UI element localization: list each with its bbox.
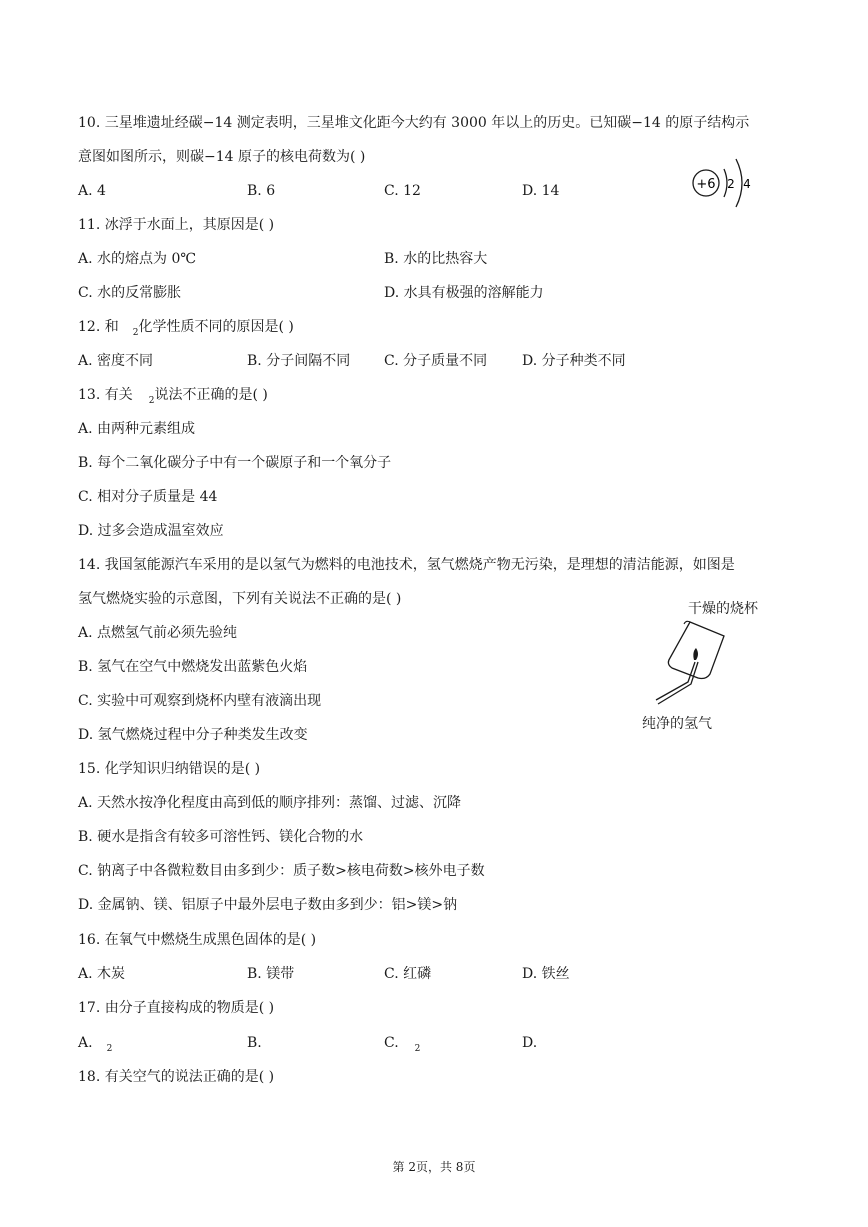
- shell2-electrons: 4: [743, 177, 751, 191]
- q13-option-c: C. 相对分子质量是 44: [78, 489, 218, 505]
- q14-option-a: A. 点燃氢气前必须先验纯: [78, 625, 238, 641]
- q10-option-a: A. 4: [78, 183, 106, 199]
- q13-option-a: A. 由两种元素组成: [78, 421, 196, 437]
- q16-option-c: C. 红磷: [384, 966, 432, 982]
- q12-stem-part1: 12. 和: [78, 319, 119, 335]
- q14-option-c: C. 实验中可观察到烧杯内壁有液滴出现: [78, 693, 322, 709]
- q11-option-d: D. 水具有极强的溶解能力: [384, 285, 544, 301]
- q12-option-b: B. 分子间隔不同: [247, 353, 351, 369]
- q17-option-c-label: C.: [384, 1035, 399, 1051]
- q11-stem: 11. 冰浮于水面上，其原因是( ): [78, 217, 275, 233]
- q12-option-d: D. 分子种类不同: [522, 353, 626, 369]
- q12-stem-part2: 化学性质不同的原因是( ): [138, 319, 294, 335]
- q15-option-a: A. 天然水按净化程度由高到低的顺序排列：蒸馏、过滤、沉降: [78, 795, 462, 811]
- q12-stem: [78, 317, 294, 343]
- q17-option-c-subscript: 2: [414, 1044, 421, 1054]
- q15-stem: 15. 化学知识归纳错误的是( ): [78, 761, 261, 777]
- q17-option-a-subscript: 2: [106, 1044, 113, 1054]
- beaker-label: 干燥的烧杯: [688, 601, 758, 617]
- q11-option-b: B. 水的比热容大: [384, 251, 488, 267]
- shell1-electrons: 2: [727, 177, 735, 191]
- q18-stem: 18. 有关空气的说法正确的是( ): [78, 1069, 275, 1085]
- q17-option-c: [384, 1033, 420, 1059]
- q15-option-b: B. 硬水是指含有较多可溶性钙、镁化合物的水: [78, 829, 364, 845]
- q14-stem-line1: 14. 我国氢能源汽车采用的是以氢气为燃料的电池技术，氢气燃烧产物无污染，是理想的清洁能源，如图是: [78, 557, 735, 573]
- q13-option-d: D. 过多会造成温室效应: [78, 523, 224, 539]
- carbon-atom-diagram: [686, 145, 758, 223]
- q12-subscript: 2: [132, 328, 139, 338]
- q10-option-b: B. 6: [247, 183, 276, 199]
- q15-option-d: D. 金属钠、镁、铝原子中最外层电子数由多到少：铝>镁>钠: [78, 897, 458, 913]
- q10-option-c: C. 12: [384, 183, 421, 199]
- q17-option-b: B.: [247, 1035, 262, 1051]
- q13-stem: [78, 385, 268, 411]
- q13-subscript: 2: [148, 396, 155, 406]
- q14-option-b: B. 氢气在空气中燃烧发出蓝紫色火焰: [78, 659, 308, 675]
- q17-option-a-label: A.: [78, 1035, 93, 1051]
- q15-option-c: C. 钠离子中各微粒数目由多到少：质子数>核电荷数>核外电子数: [78, 863, 485, 879]
- page-footer: 第 2页，共 8页: [392, 1160, 476, 1174]
- hydrogen-combustion-diagram: [648, 616, 738, 708]
- q10-option-d: D. 14: [522, 183, 560, 199]
- q10-stem-line2: 意图如图所示，则碳−14 原子的核电荷数为( ): [78, 149, 366, 165]
- q16-option-a: A. 木炭: [78, 966, 126, 982]
- q17-stem: 17. 由分子直接构成的物质是( ): [78, 1000, 275, 1016]
- hydrogen-label: 纯净的氢气: [642, 716, 712, 732]
- nucleus-charge: +6: [696, 177, 716, 192]
- q17-option-a: [78, 1033, 112, 1059]
- q14-option-d: D. 氢气燃烧过程中分子种类发生改变: [78, 727, 308, 743]
- q11-option-a: A. 水的熔点为 0℃: [78, 251, 197, 267]
- q16-option-d: D. 铁丝: [522, 966, 570, 982]
- q11-option-c: C. 水的反常膨胀: [78, 285, 182, 301]
- q13-stem-part1: 13. 有关: [78, 387, 133, 403]
- q12-option-c: C. 分子质量不同: [384, 353, 488, 369]
- q14-stem-line2: 氢气燃烧实验的示意图，下列有关说法不正确的是( ): [78, 591, 402, 607]
- q16-stem: 16. 在氧气中燃烧生成黑色固体的是( ): [78, 932, 317, 948]
- q10-stem-line1: 10. 三星堆遗址经碳−14 测定表明，三星堆文化距今大约有 3000 年以上的历史。已知碳−14 的原子结构示: [78, 115, 750, 131]
- q17-option-d: D.: [522, 1035, 538, 1051]
- q16-option-b: B. 镁带: [247, 966, 295, 982]
- q13-stem-part2: 说法不正确的是( ): [154, 387, 268, 403]
- q13-option-b: B. 每个二氧化碳分子中有一个碳原子和一个氧分子: [78, 455, 392, 471]
- q12-option-a: A. 密度不同: [78, 353, 154, 369]
